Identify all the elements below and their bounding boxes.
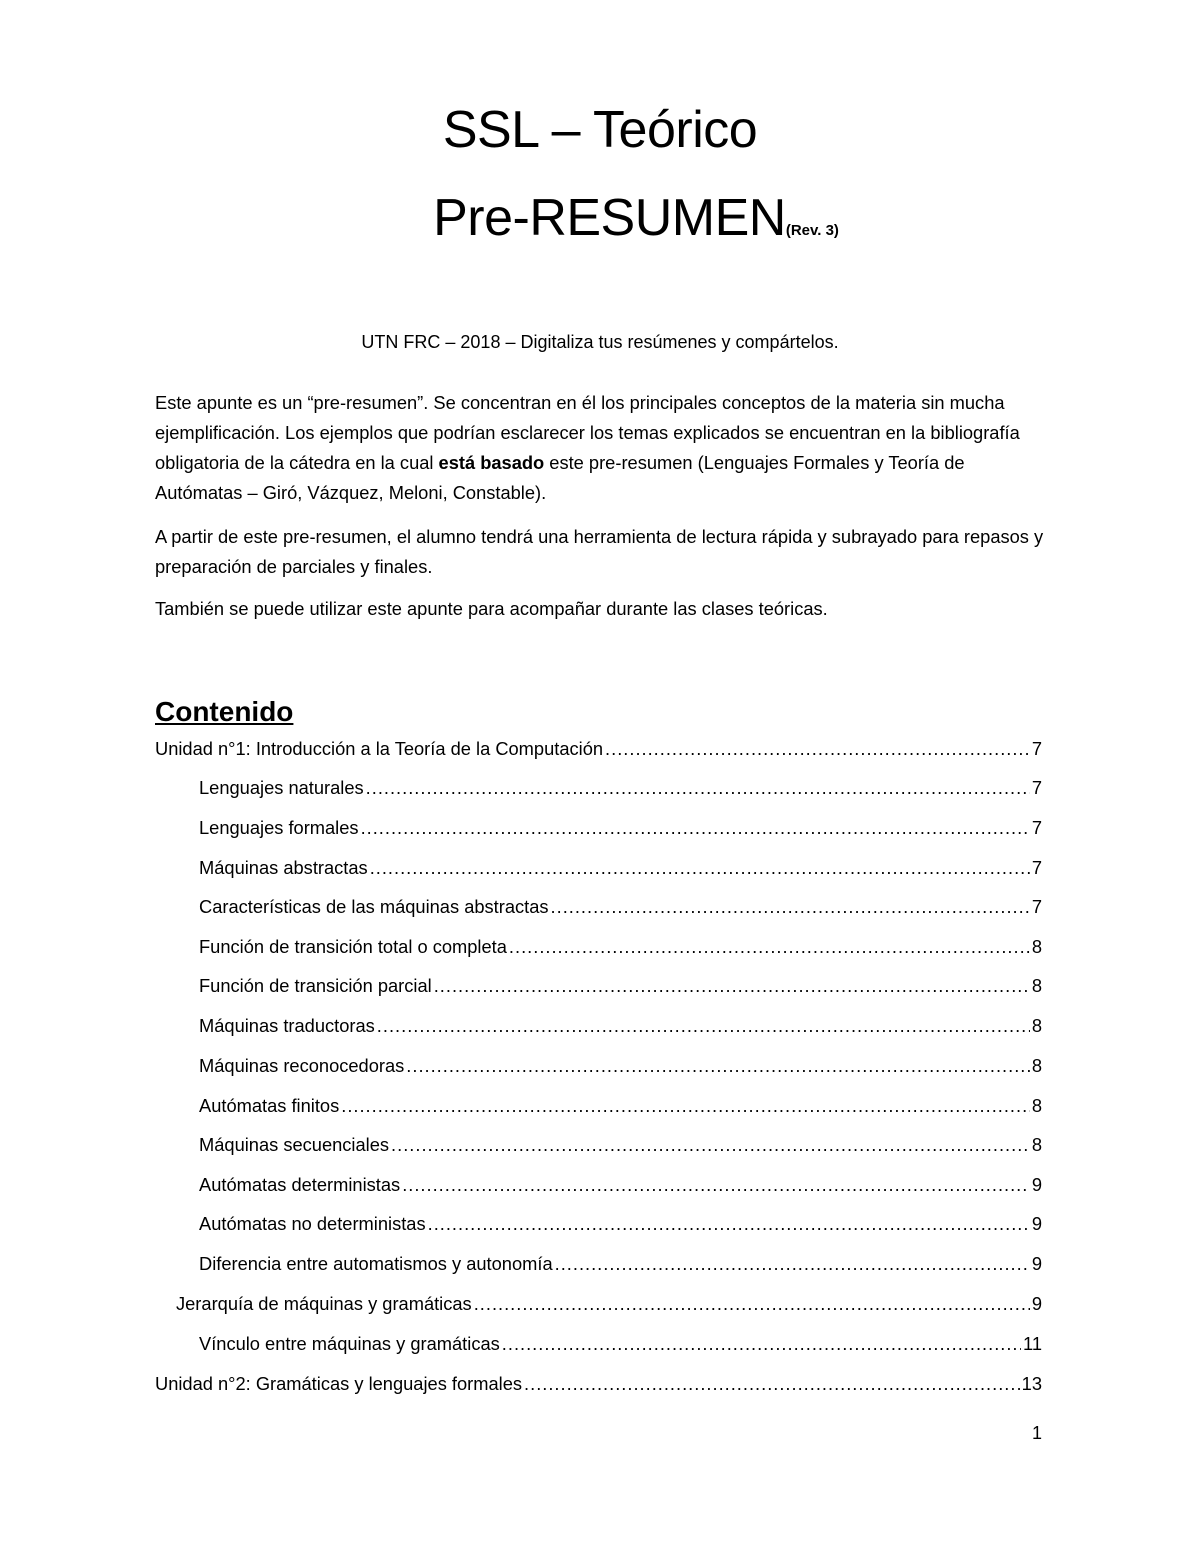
intro-paragraph-3: También se puede utilizar este apunte para acompañar durante las clases teóricas. <box>155 598 828 619</box>
toc-leader-dots <box>406 1053 1030 1079</box>
toc-entry-page: 7 <box>1031 857 1042 878</box>
toc-leader-dots <box>428 1211 1030 1237</box>
toc-entry[interactable] <box>155 1371 1042 1397</box>
toc-leader-dots <box>377 1013 1030 1039</box>
toc-entry-label: Máquinas traductoras <box>199 1015 375 1036</box>
toc-entry[interactable] <box>176 1291 1042 1317</box>
toc-leader-dots <box>366 775 1030 801</box>
toc-leader-dots <box>341 1093 1030 1119</box>
revision-label: (Rev. 3) <box>785 222 839 239</box>
toc-entry-page: 7 <box>1031 896 1042 917</box>
intro-paragraph-1 <box>155 388 1050 508</box>
toc-entry-label: Máquinas secuenciales <box>199 1134 390 1155</box>
intro-p1-text-b: este pre-resumen (Lenguajes Formales y Teoría de Autómatas – Giró, Vázquez, Meloni, Constable). <box>155 452 965 503</box>
toc-leader-dots <box>555 1251 1030 1277</box>
toc-entry-page: 7 <box>1031 817 1042 838</box>
toc-entry[interactable] <box>199 775 1042 801</box>
toc-entry-page: 11 <box>1023 1333 1042 1354</box>
toc-entry-page: 9 <box>1031 1253 1042 1274</box>
intro-p1-text-a: Este apunte es un “pre-resumen”. Se concentran en él los principales conceptos de la materia sin mucha ejemplificación. Los ejemplos que podrían esclarecer los temas explicados se encuentran en la bibliografía obligatoria de la cátedra en la cual <box>155 392 1020 473</box>
toc-entry-label: Función de transición total o completa <box>199 936 507 957</box>
page-number: 1 <box>1031 1423 1042 1443</box>
toc-entry-label: Autómatas deterministas <box>199 1174 401 1195</box>
toc-entry-page: 9 <box>1031 1174 1042 1195</box>
document-title: SSL – Teórico <box>442 101 758 159</box>
toc-entry-label: Autómatas no deterministas <box>199 1213 426 1234</box>
intro-p1-bold: está basado <box>438 452 545 473</box>
toc-entry-label: Unidad n°2: Gramáticas y lenguajes formales <box>155 1373 523 1394</box>
toc-entry-page: 8 <box>1031 936 1042 957</box>
toc-entry-label: Diferencia entre automatismos y autonomía <box>199 1253 553 1274</box>
toc-entry[interactable] <box>199 1331 1042 1357</box>
institution-line: UTN FRC – 2018 – Digitaliza tus resúmenes y compártelos. <box>361 332 839 352</box>
toc-entry-page: 8 <box>1031 1095 1042 1116</box>
toc-entry-page: 8 <box>1031 1015 1042 1036</box>
toc-entry-page: 9 <box>1031 1293 1042 1314</box>
toc-leader-dots <box>402 1172 1030 1198</box>
intro-paragraph-2: A partir de este pre-resumen, el alumno tendrá una herramienta de lectura rápida y subrayado para repasos y preparación de parciales y finales. <box>155 526 1044 577</box>
toc-entry[interactable] <box>199 1053 1042 1079</box>
toc-entry-page: 9 <box>1031 1213 1042 1234</box>
toc-entry[interactable] <box>199 1132 1042 1158</box>
toc-entry-label: Máquinas abstractas <box>199 857 368 878</box>
toc-leader-dots <box>474 1291 1030 1317</box>
toc-entry-label: Máquinas reconocedoras <box>199 1055 405 1076</box>
toc-leader-dots <box>605 736 1030 762</box>
toc-leader-dots <box>434 973 1030 999</box>
toc-entry-label: Jerarquía de máquinas y gramáticas <box>176 1293 472 1314</box>
toc-entry-label: Unidad n°1: Introducción a la Teoría de la Computación <box>155 738 604 759</box>
toc-leader-dots <box>502 1331 1021 1357</box>
toc-leader-dots <box>391 1132 1030 1158</box>
toc-entry[interactable] <box>199 1172 1042 1198</box>
toc-leader-dots <box>551 894 1030 920</box>
toc-entry[interactable] <box>199 973 1042 999</box>
toc-entry[interactable] <box>199 894 1042 920</box>
toc-entry-page: 8 <box>1031 1055 1042 1076</box>
toc-entry-page: 13 <box>1021 1373 1042 1394</box>
toc-entry-label: Lenguajes naturales <box>199 777 364 798</box>
toc-entry[interactable] <box>199 1211 1042 1237</box>
toc-entry[interactable] <box>199 815 1042 841</box>
toc-entry-label: Lenguajes formales <box>199 817 359 838</box>
toc-entry-label: Función de transición parcial <box>199 975 432 996</box>
toc-entry-label: Autómatas finitos <box>199 1095 340 1116</box>
toc-entry-page: 8 <box>1031 975 1042 996</box>
toc-entry-page: 7 <box>1031 738 1042 759</box>
toc-entry-label: Vínculo entre máquinas y gramáticas <box>199 1333 500 1354</box>
toc-entry[interactable] <box>155 736 1042 762</box>
toc-leader-dots <box>524 1371 1020 1397</box>
toc-leader-dots <box>361 815 1030 841</box>
toc-entry[interactable] <box>199 1251 1042 1277</box>
toc-leader-dots <box>370 855 1030 881</box>
toc-entry[interactable] <box>199 934 1042 960</box>
title-pre-resumen: Pre-RESUMEN <box>433 189 786 247</box>
toc-entry-page: 8 <box>1031 1134 1042 1155</box>
document-subtitle-title <box>0 186 1200 263</box>
toc-entry-label: Características de las máquinas abstractas <box>199 896 549 917</box>
toc-entry-page: 7 <box>1031 777 1042 798</box>
toc-heading: Contenido <box>155 696 294 727</box>
toc-entry[interactable] <box>199 855 1042 881</box>
toc-entry[interactable] <box>199 1013 1042 1039</box>
toc-leader-dots <box>509 934 1030 960</box>
toc-entry[interactable] <box>199 1093 1042 1119</box>
